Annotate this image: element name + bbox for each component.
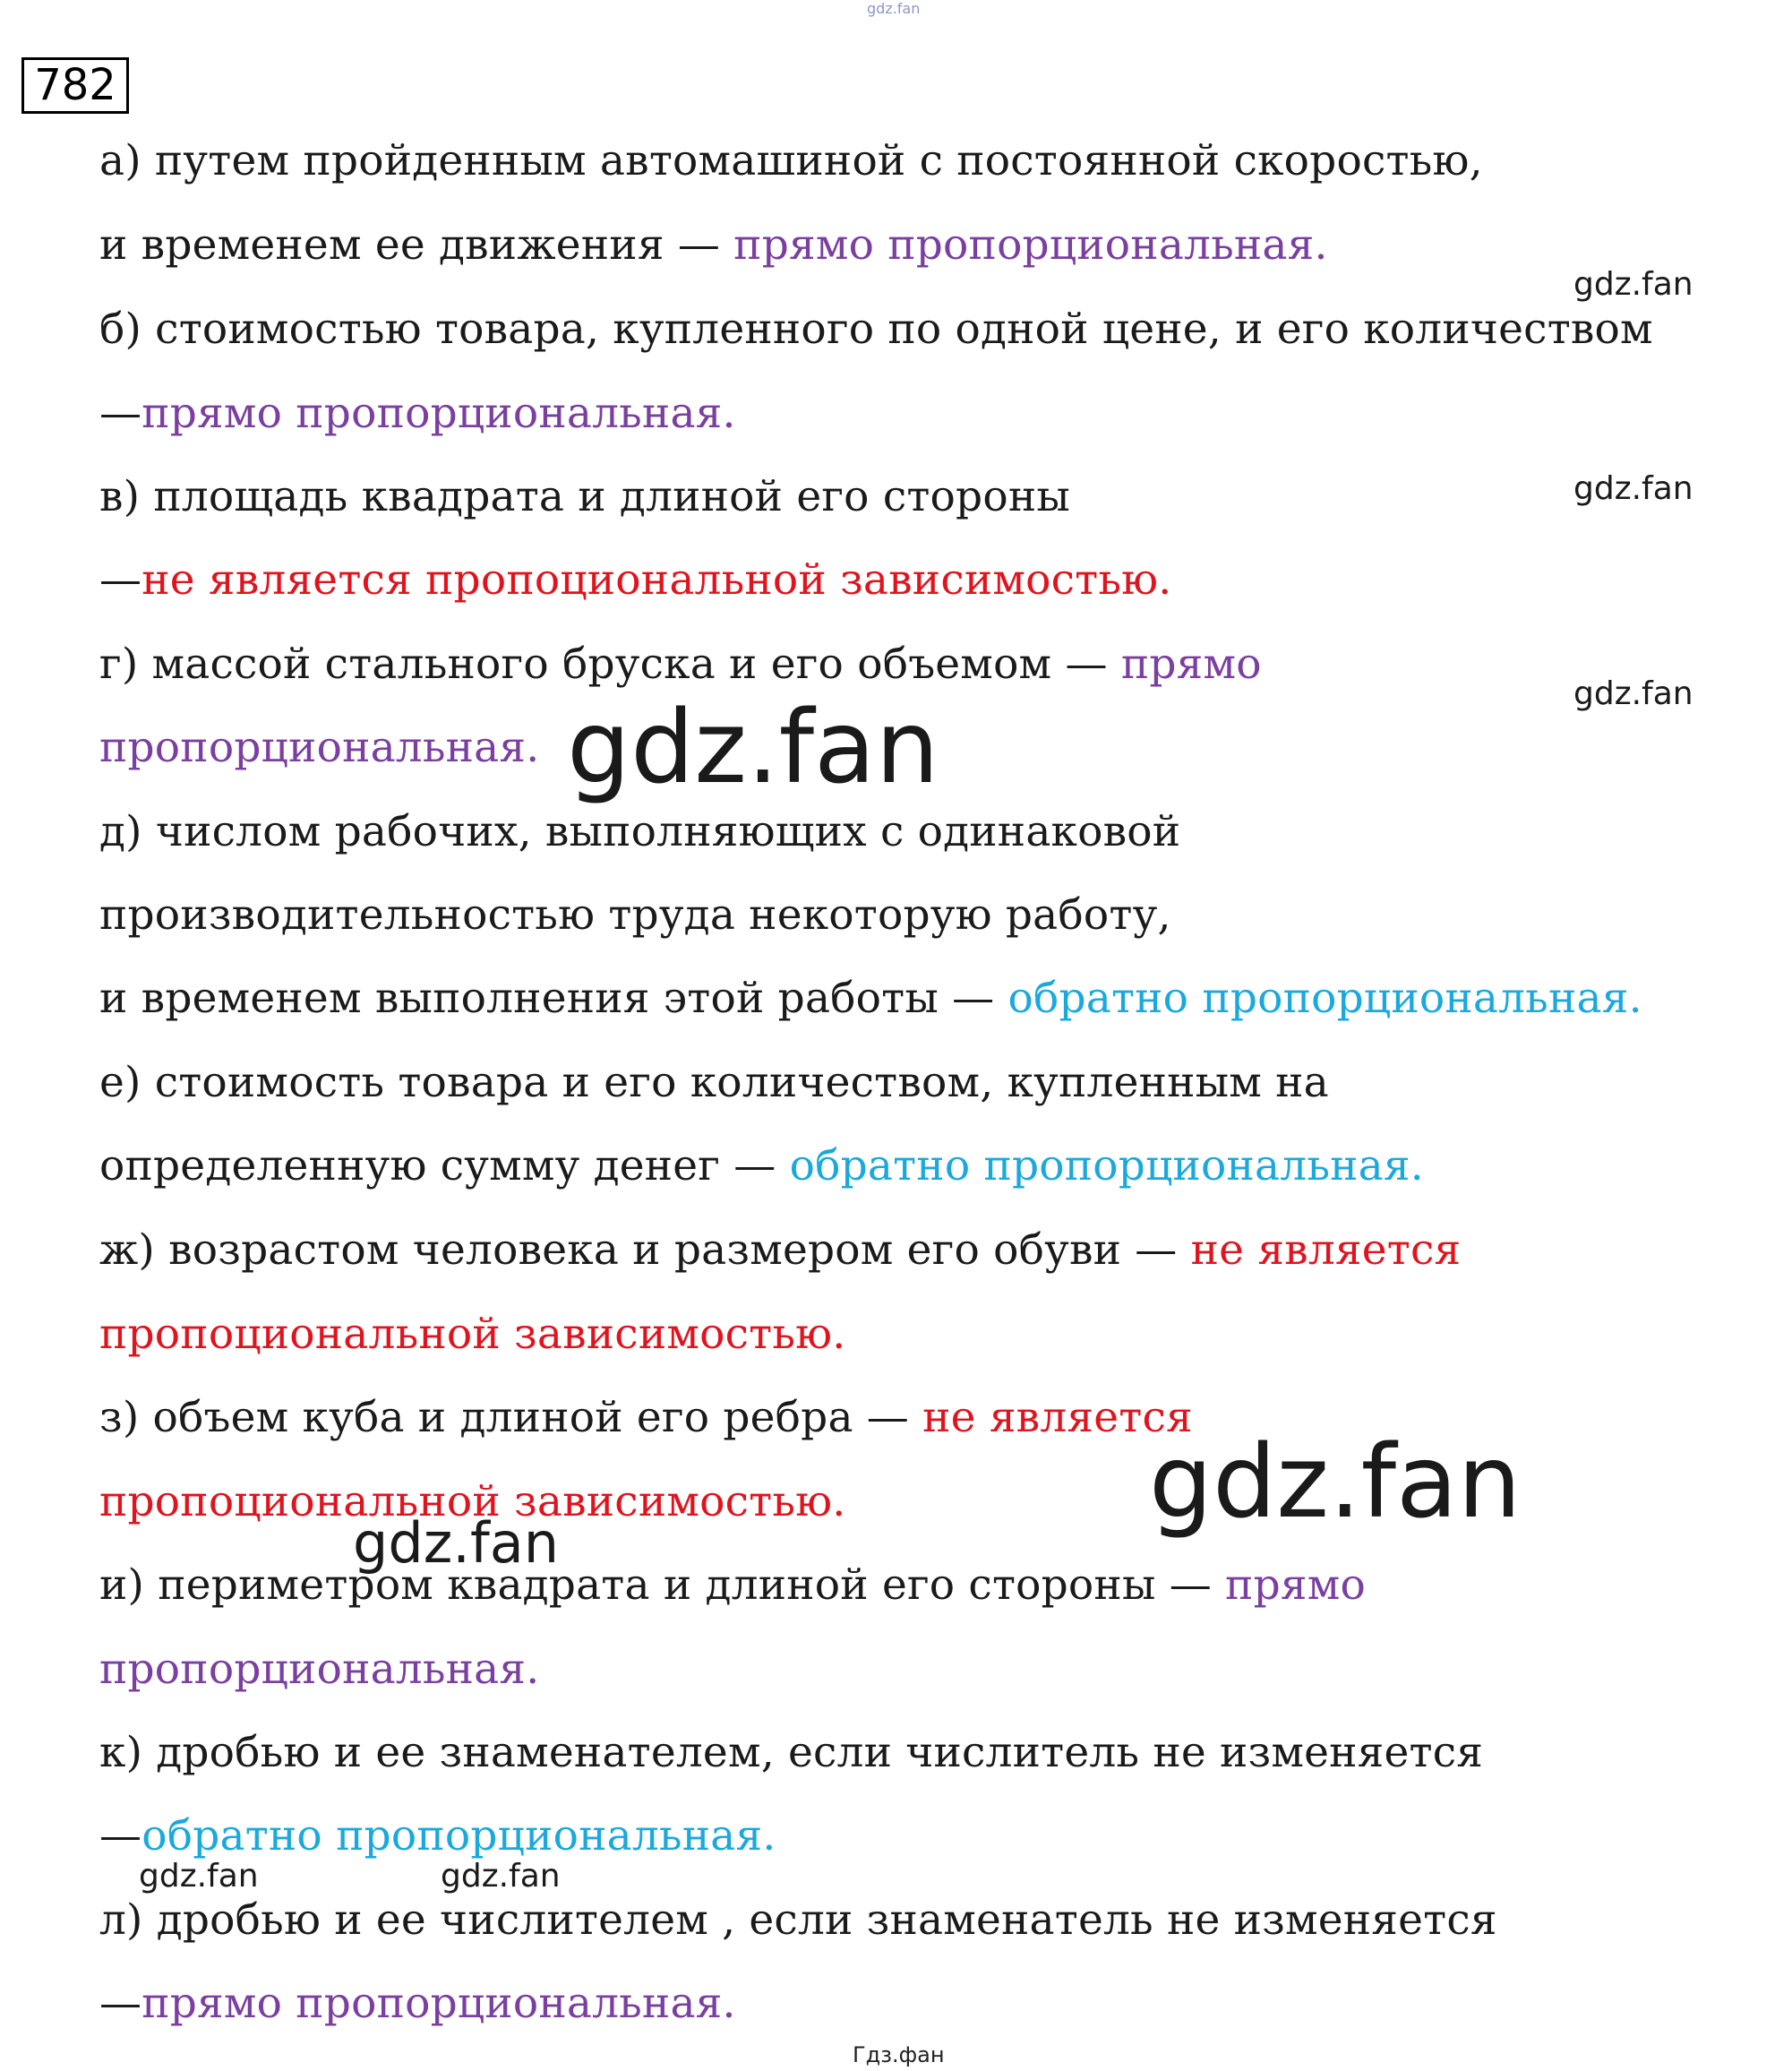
watermark: gdz.fan: [353, 1510, 560, 1576]
watermark: gdz.fan: [441, 1858, 561, 1895]
item-v-line-2: [99, 554, 1171, 607]
answer-d: обратно пропорциональная.: [1007, 974, 1642, 1023]
site-label: gdz.fan: [867, 0, 921, 17]
watermark: gdz.fan: [1149, 1424, 1522, 1541]
item-b-line-2: [99, 387, 736, 441]
answer-z-part-2: пропоциональной зависимостью.: [99, 1477, 846, 1526]
item-z-line-1: [99, 1391, 1193, 1445]
item-zh-text: ж) возрастом человека и размером его обуви —: [99, 1225, 1191, 1275]
answer-i-part-2: пропорциональная.: [99, 1645, 540, 1694]
item-g-text: г) массой стального бруска и его объемом —: [99, 640, 1121, 689]
item-i-text: и) периметром квадрата и длиной его стороны —: [99, 1560, 1226, 1610]
item-g-line-1: [99, 638, 1262, 692]
item-zh-line-1: [99, 1224, 1461, 1277]
item-i-line-2: [99, 1643, 539, 1697]
item-a-line-2: [99, 219, 1328, 272]
item-i-line-1: [99, 1559, 1366, 1612]
dash: —: [99, 389, 142, 438]
item-d-line-2: производительностью труда некоторую работу,: [99, 890, 1171, 940]
answer-g-part-2: пропорциональная.: [99, 723, 540, 772]
answer-a: прямо пропорциональная.: [733, 220, 1328, 270]
item-d-line-3: [99, 972, 1642, 1026]
item-d-line-1: д) числом рабочих, выполняющих с одинаковой: [99, 807, 1181, 856]
item-z-text: з) объем куба и длиной его ребра —: [99, 1393, 923, 1442]
item-a-text: и временем ее движения —: [99, 220, 734, 270]
item-l-line-1: л) дробью и ее числителем , если знаменатель не изменяется: [99, 1895, 1497, 1945]
item-k-line-1: к) дробью и ее знаменателем, если числитель не изменяется: [99, 1728, 1484, 1777]
item-zh-line-2: [99, 1308, 845, 1362]
dash: —: [99, 1979, 142, 2028]
answer-zh-part-1: не является: [1190, 1225, 1462, 1275]
watermark: gdz.fan: [1573, 675, 1693, 712]
watermark: gdz.fan: [139, 1858, 259, 1895]
answer-v: не является пропоциональной зависимостью.: [141, 555, 1172, 605]
dash: —: [99, 555, 142, 605]
watermark: gdz.fan: [567, 690, 939, 806]
item-g-line-2: [99, 721, 539, 775]
answer-z-part-1: не является: [922, 1393, 1193, 1442]
watermark: gdz.fan: [1573, 266, 1693, 303]
answer-i-part-1: прямо: [1225, 1560, 1366, 1610]
item-e-text: определенную сумму денег —: [99, 1141, 790, 1190]
task-number: 782: [21, 57, 129, 114]
item-l-line-2: [99, 1977, 736, 2031]
footer-label: Гдз.фан: [853, 2042, 945, 2067]
dash: —: [99, 1811, 142, 1860]
answer-g-part-1: прямо: [1120, 640, 1262, 689]
answer-b: прямо пропорциональная.: [141, 389, 736, 438]
answer-e: обратно пропорциональная.: [789, 1141, 1424, 1190]
item-b-line-1: б) стоимостью товара, купленного по одной цене, и его количеством: [99, 305, 1653, 354]
item-e-line-1: е) стоимость товара и его количеством, купленным на: [99, 1058, 1329, 1107]
item-v-line-1: в) площадь квадрата и длиной его стороны: [99, 472, 1070, 521]
watermark: gdz.fan: [1573, 470, 1693, 507]
answer-l: прямо пропорциональная.: [141, 1979, 736, 2028]
answer-k: обратно пропорциональная.: [141, 1811, 776, 1860]
item-d-text: и временем выполнения этой работы —: [99, 974, 1008, 1023]
item-e-line-2: [99, 1139, 1424, 1193]
item-a-line-1: а) путем пройденным автомашиной с постоянной скоростью,: [99, 136, 1483, 185]
item-k-line-2: [99, 1809, 776, 1863]
answer-zh-part-2: пропоциональной зависимостью.: [99, 1310, 846, 1359]
